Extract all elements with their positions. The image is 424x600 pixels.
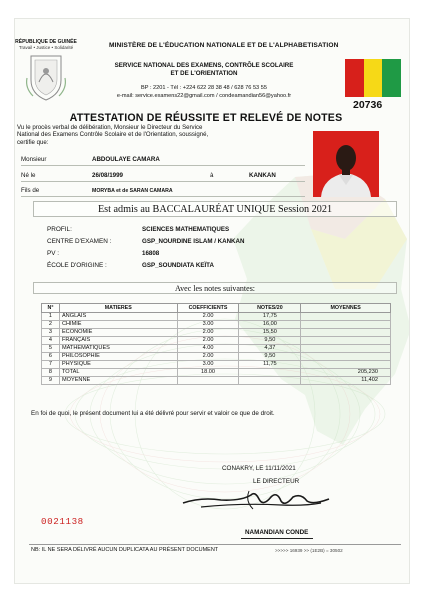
- row-coefficient: 2.00: [177, 336, 239, 344]
- name-underline: [21, 165, 305, 166]
- contact-phone: BP : 2201 - Tél : +224 622 28 38 48 / 628 76 53 55: [141, 85, 267, 91]
- flag-yellow-band: [364, 59, 383, 97]
- intro-line2: National des Examens Contrôle Scolaire et de l'Orientation, soussigné,: [17, 131, 209, 139]
- flag-green-band: [382, 59, 401, 97]
- row-average: [301, 320, 391, 328]
- row-subject: ANGLAIS: [59, 312, 177, 320]
- footer-code: >>>>> 16939 >> (1E2B) = 30502: [275, 548, 343, 553]
- republic-motto: Travail • Justice • Solidarité: [18, 45, 74, 50]
- row-subject: PHILOSOPHIE: [59, 352, 177, 360]
- director-title: LE DIRECTEUR: [253, 478, 300, 485]
- row-number: 4: [42, 336, 60, 344]
- col-coefficient-header: COEFFICIENTS: [177, 304, 239, 313]
- ministry-name: MINISTÈRE DE L'ÉDUCATION NATIONALE ET DE L'ALPHABETISATION: [109, 42, 339, 49]
- row-coefficient: 2.00: [177, 352, 239, 360]
- profile-label: PROFIL:: [47, 226, 72, 233]
- grades-table: [41, 303, 391, 385]
- birth-date: 26/08/1999: [92, 172, 123, 179]
- admission-banner: Est admis au BACCALAURÉAT UNIQUE Session 2021: [33, 201, 397, 217]
- row-average: [301, 360, 391, 368]
- son-of-label: Fils de: [21, 187, 40, 194]
- row-subject: MOYENNE: [59, 376, 177, 384]
- footer-divider: [29, 544, 401, 545]
- document-title: ATTESTATION DE RÉUSSITE ET RELEVÉ DE NOTES: [69, 112, 343, 124]
- intro-text: [17, 124, 297, 146]
- row-coefficient: 2.00: [177, 312, 239, 320]
- candidate-photo: [313, 131, 379, 197]
- table-header-row: [42, 304, 391, 313]
- col-subject-header: MATIERES: [59, 304, 177, 313]
- place-and-date: CONAKRY, LE 11/11/2021: [222, 465, 296, 472]
- col-number-header: N°: [42, 304, 60, 313]
- serial-number: 0021138: [41, 516, 84, 527]
- birth-underline: [21, 181, 305, 182]
- row-grade: 9,50: [239, 352, 301, 360]
- contact-info: [111, 85, 297, 101]
- row-average: [301, 312, 391, 320]
- document-number: 20736: [353, 99, 383, 111]
- row-subject: TOTAL: [59, 368, 177, 376]
- row-coefficient: 18.00: [177, 368, 239, 376]
- pv-label: PV :: [47, 250, 60, 257]
- row-grade: 4,37: [239, 344, 301, 352]
- row-number: 5: [42, 344, 60, 352]
- table-row-total: [42, 368, 391, 376]
- signer-name: NAMANDIAN CONDE: [245, 529, 309, 536]
- row-coefficient: 3.00: [177, 360, 239, 368]
- row-subject: FRANÇAIS: [59, 336, 177, 344]
- row-number: 6: [42, 352, 60, 360]
- row-coefficient: 4.00: [177, 344, 239, 352]
- born-label: Né le: [21, 172, 36, 179]
- table-row: [42, 336, 391, 344]
- at-label: à: [210, 172, 214, 179]
- row-coefficient: [177, 376, 239, 384]
- row-grade: [239, 368, 301, 376]
- origin-school-value: GSP_SOUNDIATA KEÏTA: [142, 262, 214, 269]
- row-grade: [239, 376, 301, 384]
- guinea-flag: [345, 59, 401, 97]
- row-average: 205,230: [301, 368, 391, 376]
- row-grade: 11,75: [239, 360, 301, 368]
- row-subject: CHIMIE: [59, 320, 177, 328]
- row-number: 9: [42, 376, 60, 384]
- table-row: [42, 312, 391, 320]
- row-grade: 17,75: [239, 312, 301, 320]
- row-number: 8: [42, 368, 60, 376]
- exam-center-value: GSP_NOURDINE ISLAM / KANKAN: [142, 238, 245, 245]
- signer-underline: [241, 538, 313, 539]
- col-average-header: MOYENNES: [301, 304, 391, 313]
- conclusion-text: En foi de quoi, le présent document lui a été délivré pour servir et valoir ce que de droit.: [31, 410, 275, 417]
- intro-line3: certifie que:: [17, 138, 49, 146]
- row-subject: MATHEMATIQUES: [59, 344, 177, 352]
- row-grade: 15,50: [239, 328, 301, 336]
- service-name: [111, 62, 297, 77]
- row-number: 1: [42, 312, 60, 320]
- birth-place: KANKAN: [249, 172, 276, 179]
- row-coefficient: 2.00: [177, 328, 239, 336]
- row-average: [301, 336, 391, 344]
- row-number: 2: [42, 320, 60, 328]
- director-signature: [181, 487, 331, 513]
- row-number: 3: [42, 328, 60, 336]
- footer-note: NB: IL NE SERA DÉLIVRÉ AUCUN DUPLICATA AU PRÉSENT DOCUMENT: [31, 547, 219, 553]
- row-average: [301, 344, 391, 352]
- certificate-sheet: [14, 18, 410, 584]
- service-name-line1: SERVICE NATIONAL DES EXAMENS, CONTRÔLE SCOLAIRE: [114, 62, 294, 69]
- parents-underline: [21, 196, 305, 197]
- notes-section-title: Avec les notes suivantes:: [33, 282, 397, 294]
- row-average: [301, 328, 391, 336]
- republic-name: RÉPUBLIQUE DE GUINÉE: [15, 39, 77, 45]
- profile-value: SCIENCES MATHEMATIQUES: [142, 226, 230, 233]
- origin-school-label: ÉCOLE D'ORIGINE :: [47, 262, 107, 269]
- flag-red-band: [345, 59, 364, 97]
- guinea-coat-of-arms-seal: [23, 52, 69, 102]
- col-grade-header: NOTES/20: [239, 304, 301, 313]
- row-average: [301, 352, 391, 360]
- intro-line1: Vu le procès verbal de délibération, Monsieur le Directeur du Service: [17, 124, 203, 131]
- contact-email: e-mail: service.examens22@gmail.com / condeamandian56@yahoo.fr: [116, 92, 292, 99]
- candidate-name: ABDOULAYE CAMARA: [92, 156, 160, 163]
- table-row: [42, 360, 391, 368]
- table-row: [42, 352, 391, 360]
- table-row-average: [42, 376, 391, 384]
- table-row: [42, 320, 391, 328]
- pv-value: 16808: [142, 250, 160, 257]
- table-row: [42, 344, 391, 352]
- row-grade: 16,00: [239, 320, 301, 328]
- row-coefficient: 3.00: [177, 320, 239, 328]
- exam-center-label: CENTRE D'EXAMEN :: [47, 238, 112, 245]
- table-row: [42, 328, 391, 336]
- parents-names: MORYBA et de SARAN CAMARA: [92, 188, 173, 194]
- row-grade: 9,50: [239, 336, 301, 344]
- monsieur-label: Monsieur: [21, 156, 47, 163]
- row-average: 11,402: [301, 376, 391, 384]
- row-number: 7: [42, 360, 60, 368]
- row-subject: ECONOMIE: [59, 328, 177, 336]
- row-subject: PHYSIQUE: [59, 360, 177, 368]
- service-name-line2: ET DE L'ORIENTATION: [170, 69, 238, 77]
